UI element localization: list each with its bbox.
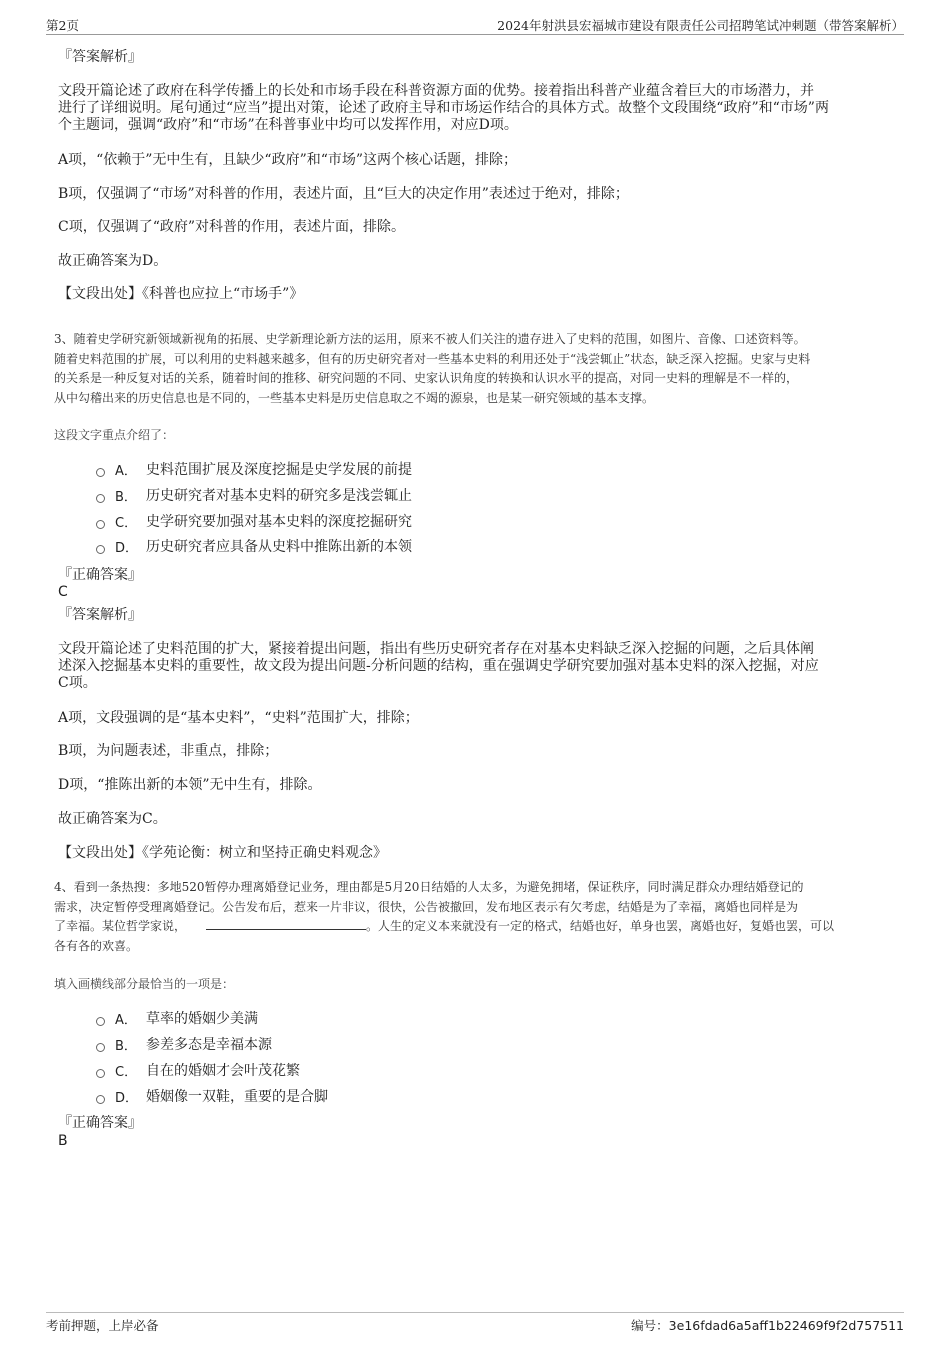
- q2-analysis-line: 进行了详细说明。尾句通过“应当”提出对策，论述了政府主导和市场运作结合的具体方式。故整个文段围绕“政府”和“市场”两: [58, 100, 829, 116]
- q3-option-d[interactable]: D． 历史研究者应具备从史料中推陈出新的本领: [96, 535, 412, 557]
- q3-stem: [54, 330, 810, 408]
- q2-source: 【文段出处】《科普也应拉上“市场手”》: [58, 286, 304, 302]
- q4-answer: B: [58, 1133, 68, 1149]
- radio-icon[interactable]: [96, 545, 105, 554]
- q4-stem-line: 4、看到一条热搜：多地520暂停办理离婚登记业务，理由都是5月20日结婚的人太多，为避免拥堵，保证秩序，同时满足群众办理结婚登记的: [54, 880, 804, 894]
- radio-icon[interactable]: [96, 468, 105, 477]
- q3-stem-line: 3、随着史学研究新领域新视角的拓展、史学新理论新方法的运用，原来不被人们关注的遗存进入了史料的范围，如图片、音像、口述资料等。: [54, 332, 806, 346]
- q3-analysis: [58, 641, 819, 692]
- page-footer: [46, 1312, 904, 1335]
- q3-analysis-line: 述深入挖掘基本史料的重要性，故文段为提出问题-分析问题的结构，重在强调史学研究要加强对基本史料的深入挖掘，对应: [58, 658, 819, 674]
- q3-analysis-line: 文段开篇论述了史料范围的扩大，紧接着提出问题，指出有些历史研究者存在对基本史料缺乏深入挖掘的问题，之后具体阐: [58, 641, 814, 657]
- q2-note-c: C项，仅强调了“政府”对科普的作用，表述片面，排除。: [58, 219, 406, 235]
- q3-ask: 这段文字重点介绍了：: [54, 428, 175, 442]
- radio-icon[interactable]: [96, 1095, 105, 1104]
- q3-analysis-label: 『答案解析』: [58, 607, 142, 623]
- footer-slogan: 考前押题，上岸必备: [46, 1318, 159, 1333]
- q3-option-c[interactable]: C． 史学研究要加强对基本史料的深度挖掘研究: [96, 510, 412, 532]
- q3-option-a[interactable]: A． 史料范围扩展及深度挖掘是史学发展的前提: [96, 458, 412, 480]
- q4-option-a[interactable]: A． 草率的婚姻少美满: [96, 1007, 258, 1029]
- q4-stem-line: 各有各的欢喜。: [54, 938, 139, 953]
- q2-analysis-line: 个主题词，强调“政府”和“市场”在科普事业中均可以发挥作用，对应D项。: [58, 117, 518, 133]
- radio-icon[interactable]: [96, 1069, 105, 1078]
- page-number: 第2页: [46, 18, 79, 33]
- q4-stem-line: 需求，决定暂停受理离婚登记。公告发布后，惹来一片非议，很快，公告被撤回，发布地区表示有欠考虑，结婚是为了幸福，离婚也同样是为: [54, 899, 799, 914]
- document-id: 编号：3e16fdad6a5aff1b22469f9f2d757511: [631, 1318, 904, 1333]
- fill-in-blank: [206, 917, 366, 930]
- q4-answer-label: 『正确答案』: [58, 1115, 142, 1131]
- q3-note-a: A项，文段强调的是“基本史料”，“史料”范围扩大，排除；: [58, 710, 419, 726]
- radio-icon[interactable]: [96, 1017, 105, 1026]
- q3-stem-line: 的关系是一种反复对话的关系，随着时间的推移、研究问题的不同、史家认识角度的转换和认识水平的提高，对同一史料的理解是不一样的，: [54, 371, 799, 385]
- q4-option-d[interactable]: D． 婚姻像一双鞋，重要的是合脚: [96, 1085, 328, 1107]
- q3-note-d: D项，“推陈出新的本领”无中生有，排除。: [58, 777, 322, 793]
- q4-stem: [54, 878, 834, 956]
- q4-option-b[interactable]: B． 参差多态是幸福本源: [96, 1033, 272, 1055]
- radio-icon[interactable]: [96, 1043, 105, 1052]
- q2-note-b: B项，仅强调了“市场”对科普的作用，表述片面，且“巨大的决定作用”表述过于绝对，排除；: [58, 186, 629, 202]
- q3-source: 【文段出处】《学苑论衡：树立和坚持正确史料观念》: [58, 845, 387, 861]
- radio-icon[interactable]: [96, 494, 105, 503]
- q3-stem-line: 从中勾稽出来的历史信息也是不同的，一些基本史料是历史信息取之不竭的源泉，也是某一研究领域的基本支撑。: [54, 390, 655, 405]
- document-title: 2024年射洪县宏福城市建设有限责任公司招聘笔试冲刺题（带答案解析）: [497, 18, 904, 33]
- q3-stem-line: 随着史料范围的扩展，可以利用的史料越来越多，但有的历史研究者对一些基本史料的利用还处于“浅尝辄止”状态，缺乏深入挖掘。史家与史料: [54, 351, 811, 366]
- radio-icon[interactable]: [96, 520, 105, 529]
- q2-analysis-label: 『答案解析』: [58, 49, 142, 65]
- q2-analysis-line: 文段开篇论述了政府在科学传播上的长处和市场手段在科普资源方面的优势。接着指出科普产业蕴含着巨大的市场潜力，并: [58, 83, 814, 99]
- q2-note-a: A项，“依赖于”无中生有，且缺少“政府”和“市场”这两个核心话题，排除；: [58, 152, 518, 168]
- q4-stem-line: 了幸福。某位哲学家说， 。人生的定义本来就没有一定的格式，结婚也好，单身也罢，离婚也好，复婚也罢，可以: [54, 919, 835, 933]
- q2-conclusion: 故正确答案为D。: [58, 253, 168, 269]
- q4-ask: 填入画横线部分最恰当的一项是：: [54, 977, 235, 991]
- q4-option-c[interactable]: C． 自在的婚姻才会叶茂花繁: [96, 1059, 300, 1081]
- q3-analysis-line: C项。: [58, 675, 97, 691]
- q3-answer: C: [58, 584, 68, 600]
- q3-conclusion: 故正确答案为C。: [58, 811, 167, 827]
- q3-note-b: B项，为问题表述，非重点，排除；: [58, 743, 279, 759]
- page-header: [46, 14, 904, 35]
- q3-answer-label: 『正确答案』: [58, 567, 142, 583]
- q3-option-b[interactable]: B． 历史研究者对基本史料的研究多是浅尝辄止: [96, 484, 412, 506]
- q2-analysis: [58, 83, 829, 134]
